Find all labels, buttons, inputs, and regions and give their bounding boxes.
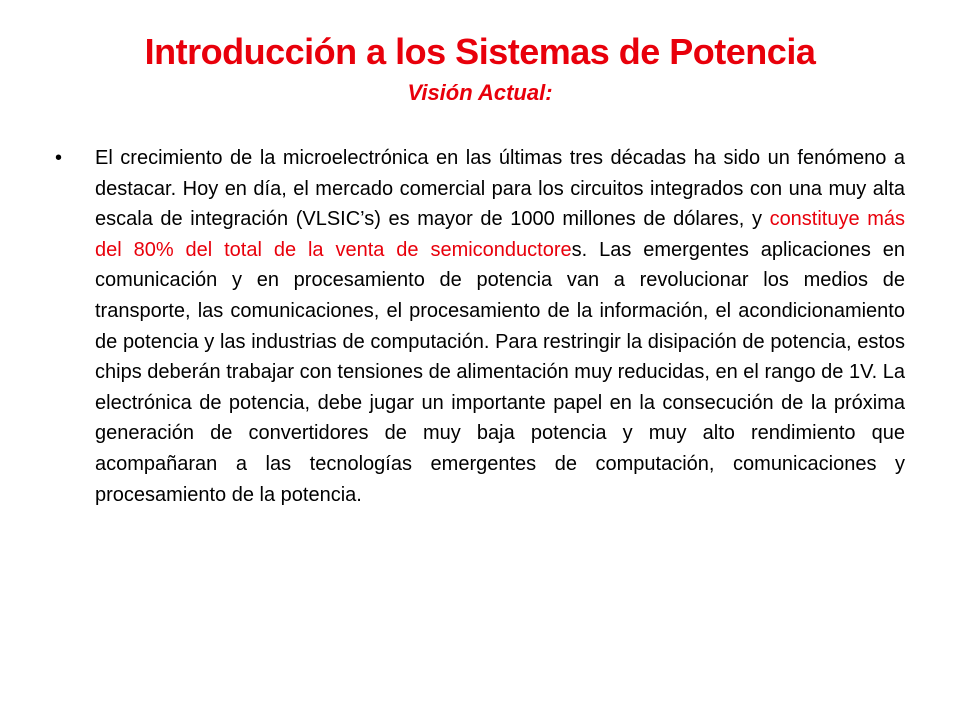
bullet-marker: •	[55, 147, 63, 169]
title-block	[40, 28, 920, 108]
slide-body	[55, 143, 905, 510]
slide-title: Introducción a los Sistemas de Potencia	[144, 31, 816, 72]
bullet-item	[55, 143, 905, 510]
slide-subtitle: Visión Actual:	[407, 80, 553, 105]
bullet-paragraph	[95, 143, 905, 510]
paragraph-text-start: El crecimiento de la microelectrónica en las últimas tres décadas ha sido un fenómeno a destacar. Hoy en día, el mercado comercial para los circuitos integrados con una muy alta escala de integración (VLSIC’s) es mayor de 1000 millones de dólares, y	[95, 147, 905, 231]
paragraph-text-end: s. Las emergentes aplicaciones en comunicación y en procesamiento de potencia van a revolucionar los medios de transporte, las comunicaciones, el procesamiento de la información, el acondicionamiento de potencia y las industrias de computación. Para restringir la disipación de potencia, estos chips deberán trabajar con tensiones de alimentación muy reducidas, en el rango de 1V. La electrónica de potencia, debe jugar un importante papel en la consecución de la próxima generación de convertidores de muy baja potencia y muy alto rendimiento que acompañaran a las tecnologías emergentes de computación, comunicaciones y procesamiento de la potencia.	[95, 238, 905, 506]
highlighted-text: constituye más del 80% del total de la venta de semiconductore	[95, 208, 905, 261]
